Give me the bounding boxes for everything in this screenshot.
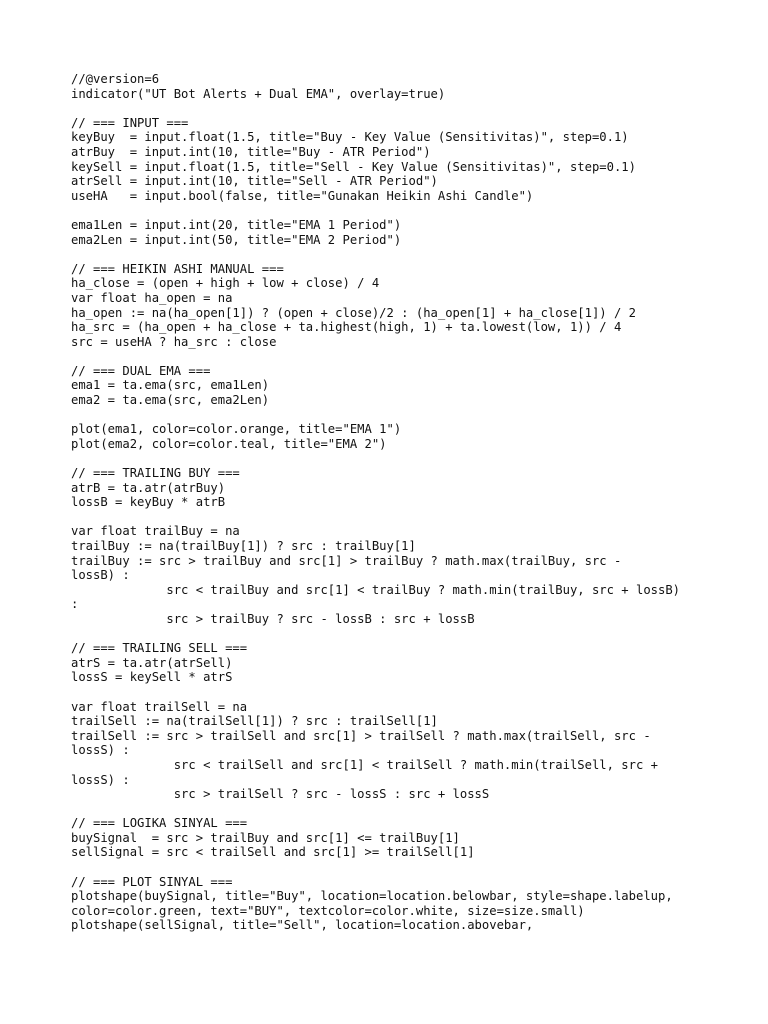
code-line: var float ha_open = na: [71, 290, 233, 305]
code-comment-line: // === HEIKIN ASHI MANUAL ===: [71, 261, 284, 276]
code-block: [71, 72, 731, 933]
code-line: atrBuy = input.int(10, title="Buy - ATR Period"): [71, 144, 431, 159]
code-line: ema1 = ta.ema(src, ema1Len): [71, 378, 270, 393]
code-line: plotshape(buySignal, title="Buy", location=location.belowbar, style=shape.labelup,: [71, 889, 673, 904]
code-line: color=color.green, text="BUY", textcolor=color.white, size=size.small): [71, 903, 585, 918]
code-comment-line: // === LOGIKA SINYAL ===: [71, 816, 248, 831]
code-line: atrB = ta.atr(atrBuy): [71, 480, 226, 495]
code-line: lossS) :: [71, 772, 130, 787]
code-line: ha_src = (ha_open + ha_close + ta.highest(high, 1) + ta.lowest(low, 1)) / 4: [71, 320, 622, 335]
code-line: trailBuy := src > trailBuy and src[1] > trailBuy ? math.max(trailBuy, src -: [71, 553, 622, 568]
code-line: [71, 203, 731, 218]
code-line: :: [71, 597, 79, 612]
code-line: var float trailSell = na: [71, 699, 248, 714]
code-line: useHA = input.bool(false, title="Gunakan Heikin Ashi Candle"): [71, 188, 534, 203]
code-line: [71, 349, 731, 364]
code-line: trailBuy := na(trailBuy[1]) ? src : trailBuy[1]: [71, 539, 416, 553]
code-line: [71, 685, 731, 700]
code-line: atrS = ta.atr(atrSell): [71, 655, 233, 670]
code-line: ema2 = ta.ema(src, ema2Len): [71, 393, 270, 408]
code-line: plotshape(sellSignal, title="Sell", location=location.abovebar,: [71, 918, 534, 933]
code-comment-line: // === TRAILING SELL ===: [71, 641, 248, 656]
code-line: trailSell := src > trailSell and src[1] > trailSell ? math.max(trailSell, src -: [71, 728, 651, 743]
code-line: ema2Len = input.int(50, title="EMA 2 Period"): [71, 232, 402, 247]
code-line: plot(ema1, color=color.orange, title="EMA 1"): [71, 422, 402, 437]
code-line: keySell = input.float(1.5, title="Sell - Key Value (Sensitivitas)", step=0.1): [71, 159, 636, 174]
code-line: [71, 408, 731, 423]
code-line: src = useHA ? ha_src : close: [71, 334, 277, 349]
code-line: plot(ema2, color=color.teal, title="EMA 2"): [71, 436, 387, 451]
code-comment-line: //@version=6: [71, 72, 160, 86]
code-line: src > trailSell ? src - lossS : src + lossS: [71, 787, 490, 802]
code-line: [71, 247, 731, 262]
code-line: [71, 627, 731, 642]
code-line: [71, 101, 731, 116]
code-line: src < trailSell and src[1] < trailSell ? math.min(trailSell, src +: [71, 757, 658, 772]
code-line: [71, 802, 731, 817]
code-line: buySignal = src > trailBuy and src[1] <= trailBuy[1]: [71, 830, 460, 845]
code-line: trailSell := na(trailSell[1]) ? src : trailSell[1]: [71, 714, 438, 729]
code-line: ha_close = (open + high + low + close) / 4: [71, 276, 380, 291]
code-comment-line: // === INPUT ===: [71, 115, 189, 130]
code-line: var float trailBuy = na: [71, 524, 240, 539]
code-line: lossS) :: [71, 743, 130, 758]
code-line: [71, 451, 731, 466]
code-line: [71, 510, 731, 525]
code-comment-line: // === TRAILING BUY ===: [71, 466, 240, 481]
code-line: lossS = keySell * atrS: [71, 670, 233, 685]
code-line: lossB) :: [71, 568, 130, 583]
code-line: sellSignal = src < trailSell and src[1] >= trailSell[1]: [71, 845, 475, 860]
code-line: src > trailBuy ? src - lossB : src + lossB: [71, 611, 475, 626]
code-line: src < trailBuy and src[1] < trailBuy ? math.min(trailBuy, src + lossB): [71, 582, 681, 597]
code-comment-line: // === DUAL EMA ===: [71, 363, 211, 378]
code-line: keyBuy = input.float(1.5, title="Buy - Key Value (Sensitivitas)", step=0.1): [71, 130, 629, 145]
code-comment-line: // === PLOT SINYAL ===: [71, 874, 233, 889]
code-line: ema1Len = input.int(20, title="EMA 1 Period"): [71, 217, 402, 232]
code-line: atrSell = input.int(10, title="Sell - ATR Period"): [71, 174, 438, 189]
code-line: [71, 860, 731, 875]
code-line: lossB = keyBuy * atrB: [71, 495, 226, 510]
code-line: indicator("UT Bot Alerts + Dual EMA", overlay=true): [71, 86, 446, 101]
code-line: ha_open := na(ha_open[1]) ? (open + close)/2 : (ha_open[1] + ha_close[1]) / 2: [71, 305, 636, 320]
